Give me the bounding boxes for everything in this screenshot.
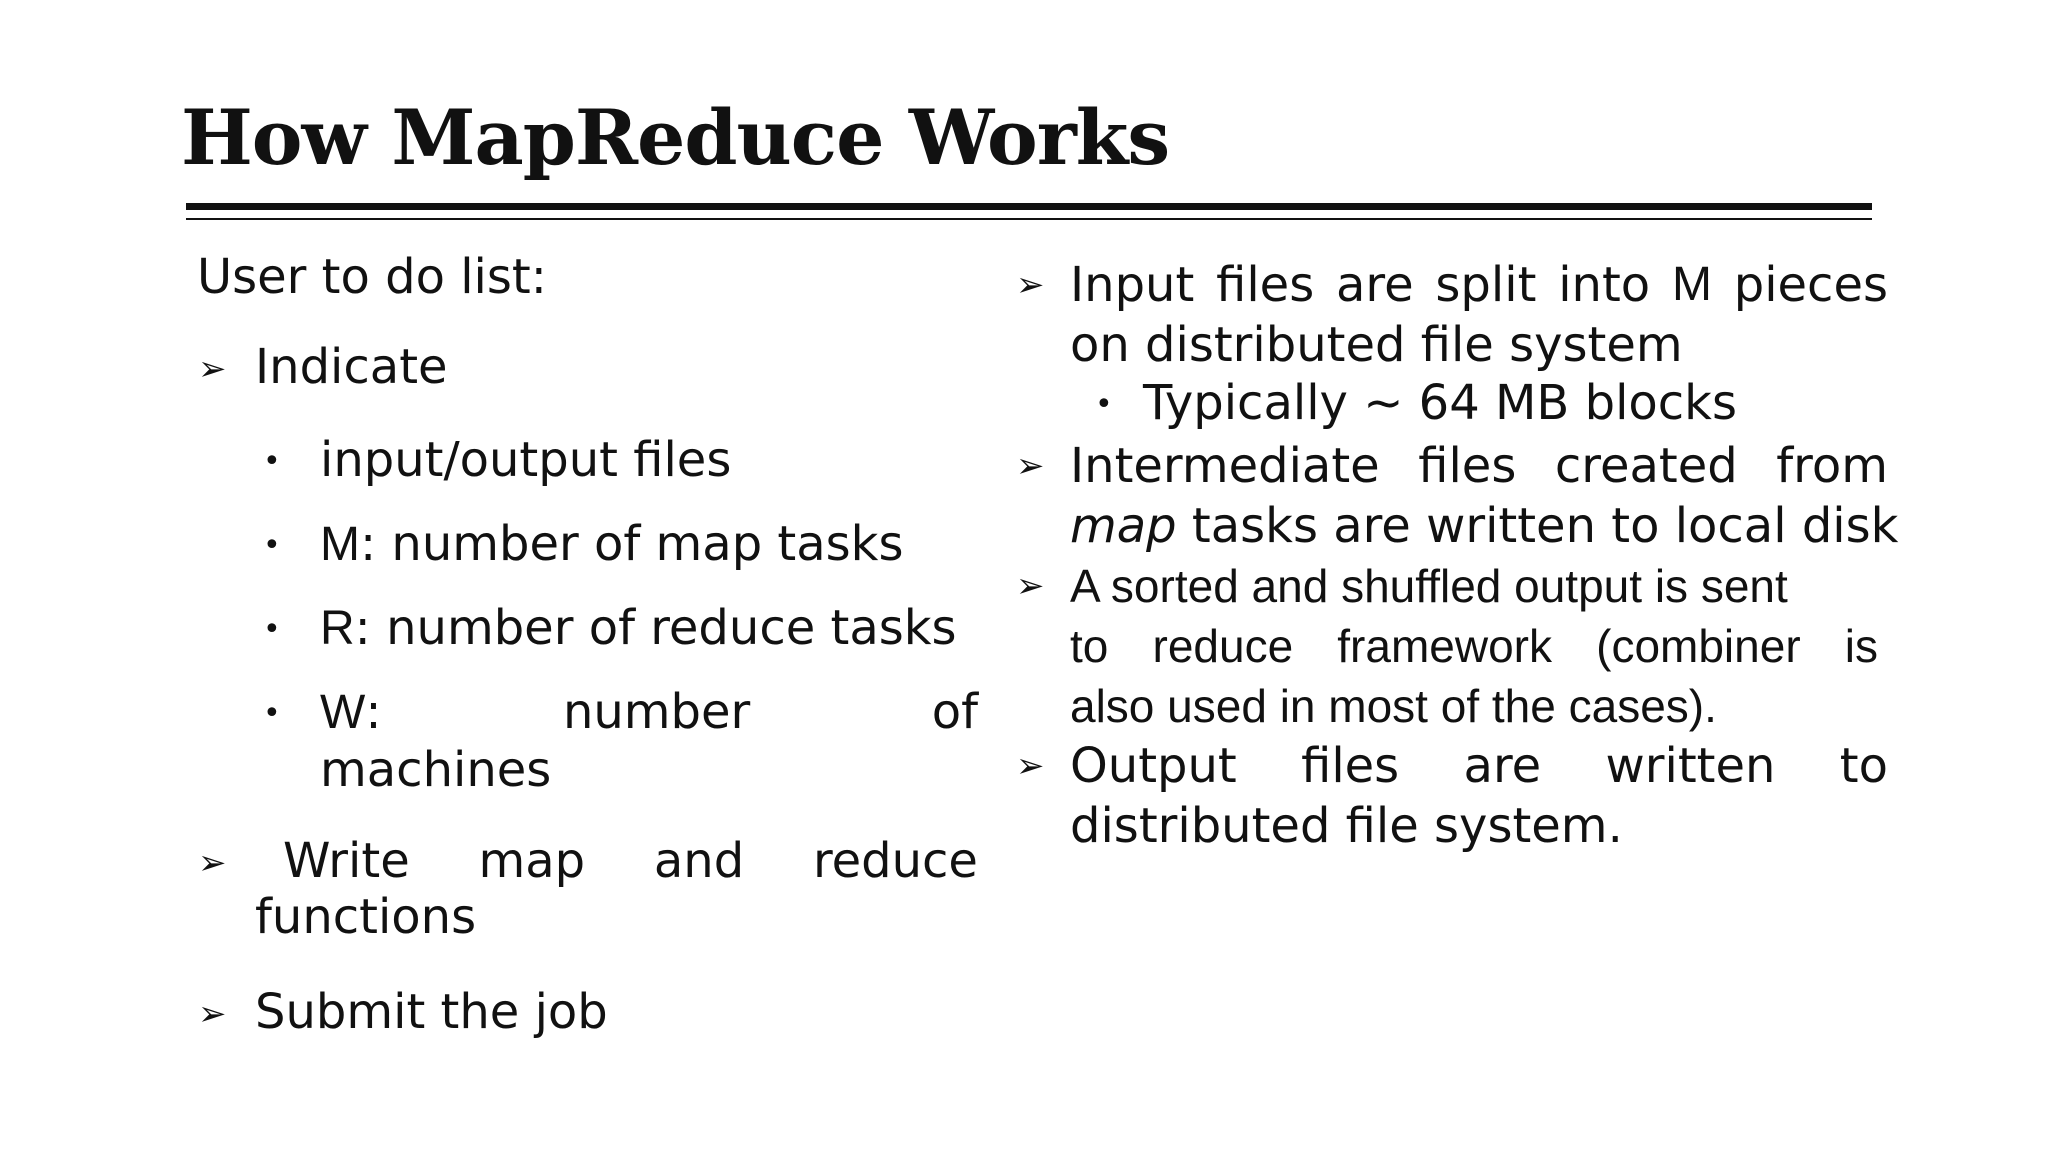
output-files-line2: distributed file system. xyxy=(1070,798,1623,854)
arrow-bullet-icon: ➢ xyxy=(1016,746,1045,786)
b1-word: into xyxy=(1558,257,1651,313)
map-tasks-item xyxy=(320,514,903,575)
dot-bullet-icon: • xyxy=(263,528,281,563)
b2-word: created xyxy=(1554,438,1738,494)
b4-word: written xyxy=(1605,738,1776,794)
b2-word: Intermediate xyxy=(1070,438,1380,494)
arrow-bullet-icon: ➢ xyxy=(1016,566,1045,606)
b4-word: files xyxy=(1301,738,1400,794)
b1-word: Input xyxy=(1070,257,1195,313)
write-functions-item xyxy=(283,831,978,891)
m-key: M xyxy=(320,518,360,571)
w-word1: number xyxy=(562,684,751,740)
b4-word: Output xyxy=(1070,738,1237,794)
input-split-line2: on distributed file system xyxy=(1070,317,1683,373)
machines-item xyxy=(320,682,978,743)
dot-bullet-icon: • xyxy=(263,696,281,731)
r-text: : number of reduce tasks xyxy=(354,600,957,656)
b3-word: is xyxy=(1844,620,1878,672)
write-word: and xyxy=(653,833,745,889)
arrow-bullet-icon: ➢ xyxy=(198,349,227,389)
b2-word: from xyxy=(1776,438,1888,494)
b1-word: split xyxy=(1435,257,1537,313)
title-rule-thick xyxy=(186,203,1872,210)
r-key: R xyxy=(320,602,355,655)
write-word: Write xyxy=(283,833,410,889)
b4-word: to xyxy=(1839,738,1888,794)
write-line2: functions xyxy=(255,889,477,945)
b1-m-key: M xyxy=(1671,258,1712,311)
todo-heading: User to do list: xyxy=(197,249,547,305)
input-split-item xyxy=(1070,255,1888,315)
reduce-tasks-item xyxy=(320,598,957,659)
submit-job-item: Submit the job xyxy=(255,984,608,1040)
dot-bullet-icon: • xyxy=(263,444,281,479)
b3-word: framework xyxy=(1337,620,1552,672)
shuffle-line3: also used in most of the cases). xyxy=(1070,680,1717,732)
arrow-bullet-icon: ➢ xyxy=(1016,265,1045,305)
w-key: W xyxy=(320,686,366,739)
b3-word: (combiner xyxy=(1596,620,1801,672)
w-colon: : xyxy=(365,684,382,740)
intermediate-files-item xyxy=(1070,436,1888,496)
dot-bullet-icon: • xyxy=(1095,387,1113,422)
output-files-item xyxy=(1070,736,1888,796)
dot-bullet-icon: • xyxy=(263,612,281,647)
b3-word: to xyxy=(1070,620,1109,672)
write-word: reduce xyxy=(812,833,978,889)
b2-word: files xyxy=(1418,438,1517,494)
write-word: map xyxy=(478,833,586,889)
m-text: : number of map tasks xyxy=(359,516,904,572)
w-word2: of xyxy=(931,684,978,740)
machines-line2: machines xyxy=(320,742,552,798)
b1-word: pieces xyxy=(1733,257,1888,313)
b3-word: reduce xyxy=(1152,620,1294,672)
b1-word: are xyxy=(1336,257,1414,313)
intermediate-files-line2 xyxy=(1070,496,1898,556)
slide-title: How MapReduce Works xyxy=(181,93,1170,182)
arrow-bullet-icon: ➢ xyxy=(198,843,227,883)
arrow-bullet-icon: ➢ xyxy=(1016,446,1045,486)
shuffle-item: A sorted and shuffled output is sent xyxy=(1070,560,1788,612)
indicate-item: Indicate xyxy=(255,339,448,395)
block-size-item: Typically ~ 64 MB blocks xyxy=(1143,375,1737,431)
map-emphasis: map xyxy=(1070,498,1177,554)
shuffle-line2 xyxy=(1070,616,1878,676)
b4-word: are xyxy=(1463,738,1542,794)
io-files-item: input/output files xyxy=(320,432,732,488)
title-rule-thin xyxy=(186,218,1872,220)
b1-word: files xyxy=(1216,257,1315,313)
local-disk-text: tasks are written to local disk xyxy=(1176,498,1899,554)
arrow-bullet-icon: ➢ xyxy=(198,994,227,1034)
